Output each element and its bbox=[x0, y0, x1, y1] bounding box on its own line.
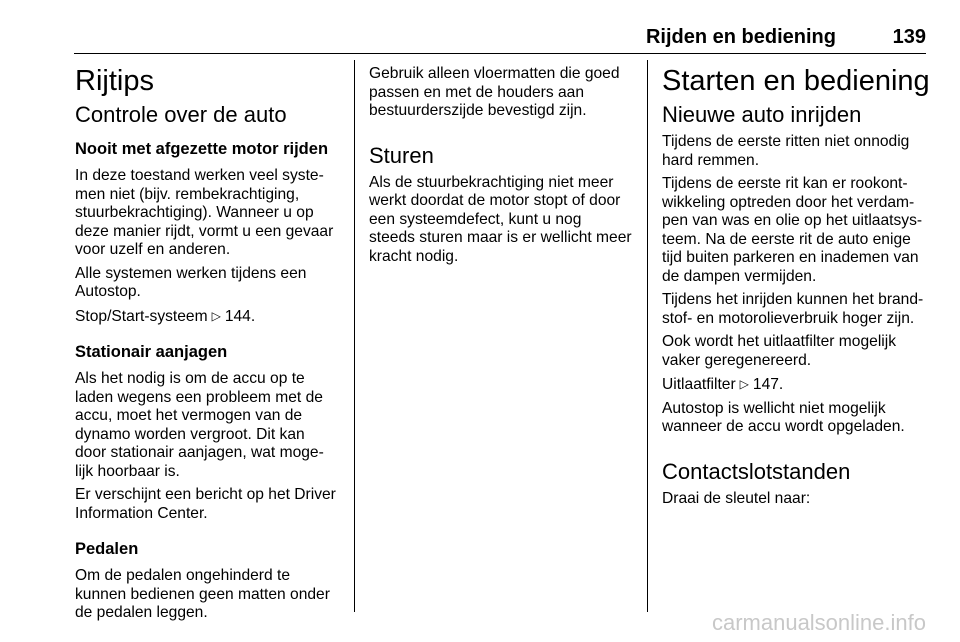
header-section-title: Rijden en bediening bbox=[645, 26, 836, 48]
column-divider bbox=[354, 60, 355, 612]
section-heading: Controle over de auto bbox=[75, 102, 287, 127]
chapter-heading: Rijtips bbox=[75, 65, 154, 97]
column-left bbox=[75, 60, 347, 623]
paragraph: In deze toestand werken veel syste- men niet (bijv. rembekrachtiging, stuurbekrachtiging). Wanneer u op deze manier rijdt, vormt u een gevaar voor uzelf en anderen. bbox=[75, 167, 334, 258]
paragraph: Er verschijnt een bericht op het Driver Information Center. bbox=[75, 486, 336, 522]
paragraph: Alle systemen werken tijdens een Autostop. bbox=[75, 264, 307, 300]
paragraph: Als het nodig is om de accu op te laden wegens een probleem met de accu, moet het vermogen van de dynamo worden vergroot. Dit kan door stationair aanjagen, wat moge- lijk hoorbaar is. bbox=[75, 370, 324, 480]
page-number: 139 bbox=[892, 26, 926, 48]
section-heading: Sturen bbox=[369, 142, 434, 168]
watermark-text: carmanualsonline.info bbox=[711, 610, 926, 635]
paragraph: Tijdens het inrijden kunnen het brand- stof- en motorolieverbruik hoger zijn. bbox=[662, 291, 924, 327]
reference-label: Uitlaatfilter bbox=[662, 376, 736, 393]
section-heading: Nieuwe auto inrijden bbox=[662, 102, 862, 127]
cross-reference[interactable] bbox=[75, 307, 347, 327]
subsection-heading: Pedalen bbox=[75, 540, 139, 558]
subsection-heading: Stationair aanjagen bbox=[75, 343, 228, 361]
reference-page: 144. bbox=[224, 307, 256, 325]
reference-page: 147. bbox=[752, 376, 784, 393]
section-heading: Contactslotstanden bbox=[662, 458, 851, 484]
triangle-right-icon: ▷ bbox=[739, 377, 749, 391]
paragraph: Om de pedalen ongehinderd te kunnen bedienen geen matten onder de pedalen leggen. bbox=[75, 567, 330, 621]
chapter-heading: Starten en bediening bbox=[662, 65, 930, 97]
paragraph: Tijdens de eerste ritten niet onnodig hard remmen. bbox=[662, 133, 910, 169]
column-right bbox=[662, 60, 934, 508]
paragraph: Ook wordt het uitlaatfilter mogelijk vaker geregenereerd. bbox=[662, 333, 897, 369]
paragraph: Autostop is wellicht niet mogelijk wanneer de accu wordt opgeladen. bbox=[662, 399, 905, 435]
paragraph: Draai de sleutel naar: bbox=[662, 489, 811, 507]
page-header bbox=[74, 22, 926, 54]
paragraph: Gebruik alleen vloermatten die goed passen en met de houders aan bestuurderszijde bevestigd zijn. bbox=[369, 65, 620, 119]
paragraph: Als de stuurbekrachtiging niet meer werkt doordat de motor stopt of door een systeemdefect, kunt u nog steeds sturen maar is er wellicht meer kracht nodig. bbox=[369, 173, 632, 265]
reference-label: Stop/Start-systeem bbox=[75, 307, 208, 325]
column-middle bbox=[369, 60, 641, 266]
triangle-right-icon: ▷ bbox=[211, 308, 221, 323]
subsection-heading: Nooit met afgezette motor rijden bbox=[75, 140, 329, 158]
column-divider bbox=[647, 60, 648, 612]
paragraph: Tijdens de eerste rit kan er rookont- wikkeling optreden door het verdam- pen van was en olie op het uitlaatsys- teem. Na de eerste rit de auto enige tijd buiten parkeren en inademen van de dampen vermijden. bbox=[662, 175, 923, 285]
cross-reference[interactable] bbox=[662, 375, 934, 395]
